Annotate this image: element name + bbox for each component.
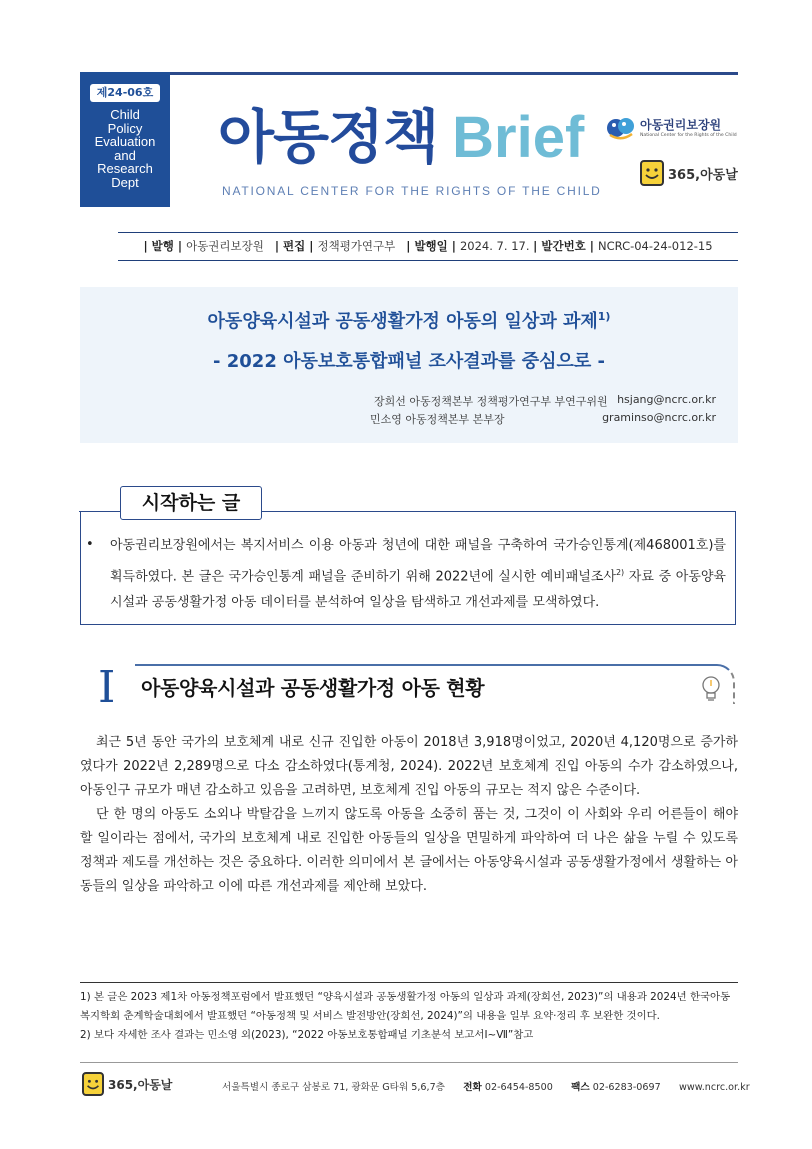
body-paragraph-2: 단 한 명의 아동도 소외나 박탈감을 느끼지 않도록 아동을 소중히 품는 것, 그것이 이 사회와 우리 어른들이 해야 할 일이라는 점에서, 국가의 보호체계 내로 진입한 아동들의 일상을 면밀하게 파악하여 더 나은 삶을 누릴 수 있도록 정책과 제도를 개선하는 것은 중요하다. 이러한 의미에서 본 글에서는 아동양육시설과 공동생활가정에서 생활하는 아동들의 일상을 파악하고 이에 따른 개선과제를 제안해 보았다. xyxy=(80,807,738,894)
footnote-2: 2) 보다 자세한 조사 결과는 민소영 외(2023), “2022 아동보호통합패널 기초분석 보고서Ⅰ~Ⅶ”참고 xyxy=(80,1029,534,1041)
masthead-title-en: Brief xyxy=(452,105,585,170)
footnote-ref-2[interactable]: 2) xyxy=(615,567,625,577)
title-box xyxy=(80,287,738,443)
intro-text: 아동권리보장원에서는 복지서비스 이용 아동과 청년에 대한 패널을 구축하여 국가승인통계(제468001호)를 획득하였다. 본 글은 국가승인통계 패널을 준비하기 위해 2022년에 실시한 예비패널조사$^{2)}$ 자료 중 아동양육시설과 공동생활가정 아동 데이터를 분석하여 일상을 탐색하고 개선과제를 모색하였다. xyxy=(110,538,726,611)
footer-365-logo xyxy=(82,1072,172,1100)
footnotes xyxy=(80,988,738,1045)
ncrc-name-en: National Center for the Rights of the Child xyxy=(640,133,737,138)
footer-rule xyxy=(80,1062,738,1063)
footer-phone: 02-6454-8500 xyxy=(484,1082,553,1093)
footer-info: 서울특별시 종로구 삼봉로 71, 광화문 G타워 5,6,7층 전화 02-6454-8500 팩스 02-6283-0697 www.ncrc.or.kr xyxy=(222,1082,750,1093)
footer-website[interactable]: www.ncrc.or.kr xyxy=(679,1082,750,1093)
body-paragraph-1: 최근 5년 동안 국가의 보호체계 내로 신규 진입한 아동이 2018년 3,918명이었고, 2020년 4,120명으로 증가하였다가 2022년 2,289명으로 다소 감소하였다(통계청, 2024). 2022년 보호체계 진입 아동의 수가 감소하였으나, 아동인구 규모가 매년 감소하고 있음을 고려하면, 보호체계 진입 아동의 규모는 적지 않은 수준이다. xyxy=(80,735,738,798)
footer-smile-face-icon xyxy=(82,1072,104,1096)
footnote-ref-1[interactable]: 1) xyxy=(597,310,611,323)
issue-number: 제24-06호 xyxy=(90,84,160,102)
ncrc-logo xyxy=(604,112,740,148)
footer-fax: 02-6283-0697 xyxy=(592,1082,661,1093)
issue-badge xyxy=(80,72,170,207)
main-title: 아동양육시설과 공동생활가정 아동의 일상과 과제$^{1)}$ xyxy=(207,310,611,332)
author-2-name: 민소영 아동정책본부 본부장 xyxy=(370,413,505,426)
footnote-1: 1) 본 글은 2023 제1차 아동정책포럼에서 발표했던 “양육시설과 공동생활가정 아동의 일상과 과제(장희선, 2023)”의 내용과 2024년 한국아동복지학회 춘계학술대회에서 발표했던 “아동정책 및 서비스 발전방안(장희선, 2024)”의 내용을 일부 요약·정리 후 보완한 것이다. xyxy=(80,991,731,1022)
author-1-name: 장희선 아동정책본부 정책평가연구부 부연구위원 xyxy=(374,395,608,408)
brand-365-logo xyxy=(640,160,740,188)
ncrc-name: 아동권리보장원 xyxy=(640,118,722,132)
light-bulb-icon xyxy=(698,674,724,702)
pubinfo-rule-top xyxy=(118,232,738,233)
department-name: Child Policy Evaluation and Research Dept xyxy=(94,107,156,190)
footnote-rule xyxy=(80,982,738,983)
masthead-subtitle: NATIONAL CENTER FOR THE RIGHTS OF THE CHILD xyxy=(222,184,602,198)
section-number: I xyxy=(98,662,116,713)
brand-365-text: 365,아동날 xyxy=(668,168,738,183)
footer-address: 서울특별시 종로구 삼봉로 71, 광화문 G타워 5,6,7층 xyxy=(222,1082,445,1093)
intro-heading: 시작하는 글 xyxy=(120,486,262,520)
publisher: 아동권리보장원 xyxy=(186,239,264,253)
section-title: 아동양육시설과 공동생활가정 아동 현황 xyxy=(141,676,485,700)
pubinfo-rule-bottom xyxy=(118,260,738,261)
smile-face-icon xyxy=(640,160,664,186)
publish-date: 2024. 7. 17. xyxy=(459,239,530,253)
top-rule xyxy=(80,72,738,75)
masthead-title-ko: 아동정책 xyxy=(218,103,439,171)
author-1-email[interactable]: hsjang@ncrc.or.kr xyxy=(617,393,716,406)
author-2-email[interactable]: graminso@ncrc.or.kr xyxy=(602,411,716,424)
publication-number: NCRC-04-24-012-15 xyxy=(598,239,713,253)
sub-title: - 2022 아동보호통합패널 조사결과를 중심으로 - xyxy=(213,351,605,372)
footer-brand-text: 365,아동날 xyxy=(108,1078,173,1092)
intro-bullet: • xyxy=(86,537,94,552)
publication-info: | 발행 | 아동권리보장원 | 편집 | 정책평가연구부 | 발행일 | 2024. 7. 17. | 발간번호 | NCRC-04-24-012-15 xyxy=(143,239,713,253)
section-body xyxy=(80,731,738,899)
editor: 정책평가연구부 xyxy=(317,239,396,253)
ncrc-emblem-icon xyxy=(606,115,636,141)
masthead-title xyxy=(218,104,584,171)
